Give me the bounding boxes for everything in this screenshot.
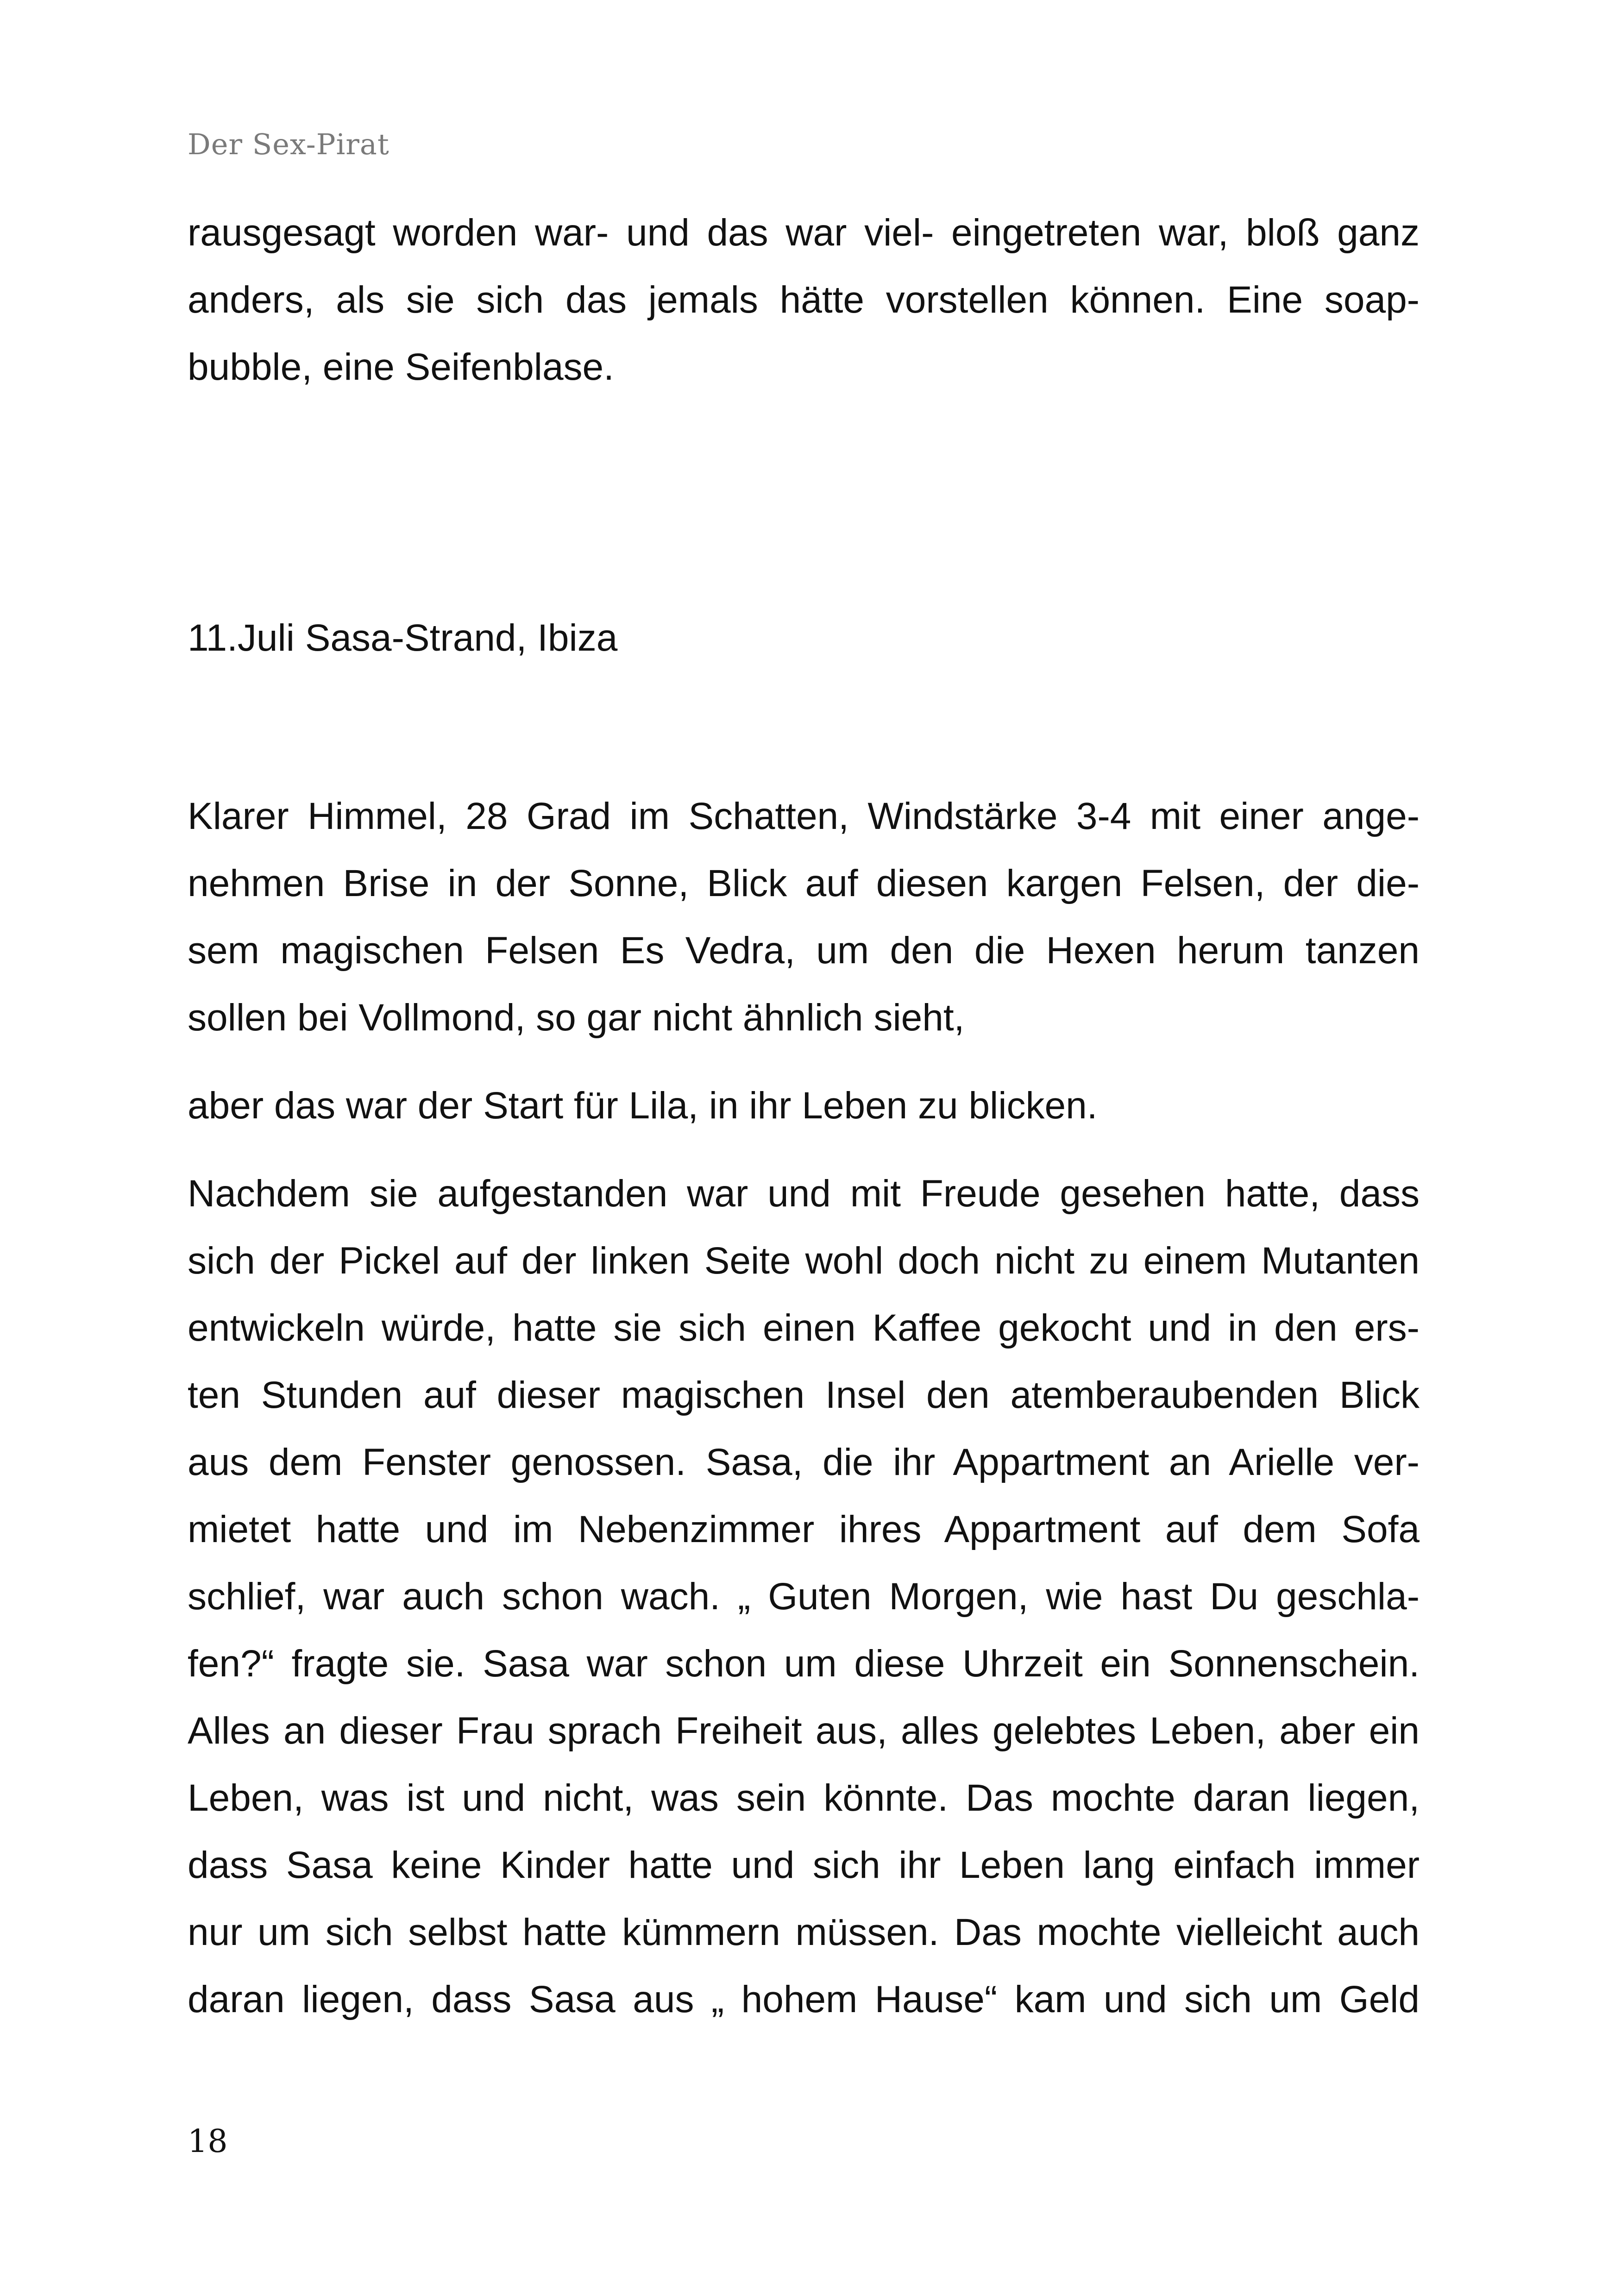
text-line: schlief, war auch schon wach. „ Guten Morgen, wie hast Du geschla- [188,1575,1420,1618]
paragraph-start [188,1072,1420,1139]
text-line: nur um sich selbst hatte kümmern müssen. Das mochte vielleicht auch [188,1911,1420,1953]
paragraph-weather [188,783,1420,1051]
text-line: aber das war der Start für Lila, in ihr Leben zu blicken. [188,1085,1098,1127]
text-line: nehmen Brise in der Sonne, Blick auf diesen kargen Felsen, der die- [188,862,1420,904]
text-line: mietet hatte und im Nebenzimmer ihres Appartment auf dem Sofa [188,1508,1420,1550]
text-line: sollen bei Vollmond, so gar nicht ähnlich sieht, [188,997,965,1039]
text-line: sich der Pickel auf der linken Seite wohl doch nicht zu einem Mutanten [188,1240,1420,1282]
paragraph-main [188,1160,1420,2033]
text-line: dass Sasa keine Kinder hatte und sich ihr Leben lang einfach immer [188,1844,1420,1886]
text-line: Leben, was ist und nicht, was sein könnte. Das mochte daran liegen, [188,1777,1420,1819]
text-line: ten Stunden auf dieser magischen Insel den atemberaubenden Blick [188,1374,1420,1416]
text-line: Alles an dieser Frau sprach Freiheit aus, alles gelebtes Leben, aber ein [188,1710,1420,1752]
text-line: daran liegen, dass Sasa aus „ hohem Hause“ kam und sich um Geld [188,1978,1420,2020]
text-line: bubble, eine Seifenblase. [188,346,614,388]
text-line: sem magischen Felsen Es Vedra, um den die Hexen herum tanzen [188,929,1420,972]
text-line: fen?“ fragte sie. Sasa war schon um diese Uhrzeit ein Sonnenschein. [188,1643,1420,1685]
text-line: rausgesagt worden war- und das war viel- eingetreten war, bloß ganz [188,212,1420,254]
section-heading-text: 11.Juli Sasa-Strand, Ibiza [188,617,618,659]
running-header: Der Sex-Pirat [188,127,390,161]
paragraph-continuation [188,199,1420,401]
text-line: aus dem Fenster genossen. Sasa, die ihr Appartment an Arielle ver- [188,1441,1420,1483]
text-line: Nachdem sie aufgestanden war und mit Freude gesehen hatte, dass [188,1173,1420,1215]
text-line: Klarer Himmel, 28 Grad im Schatten, Windstärke 3-4 mit einer ange- [188,795,1420,837]
page-number: 18 [188,2123,228,2160]
section-heading [188,604,1420,671]
text-line: entwickeln würde, hatte sie sich einen Kaffee gekocht und in den ers- [188,1307,1420,1349]
text-line: anders, als sie sich das jemals hätte vorstellen können. Eine soap- [188,279,1420,321]
